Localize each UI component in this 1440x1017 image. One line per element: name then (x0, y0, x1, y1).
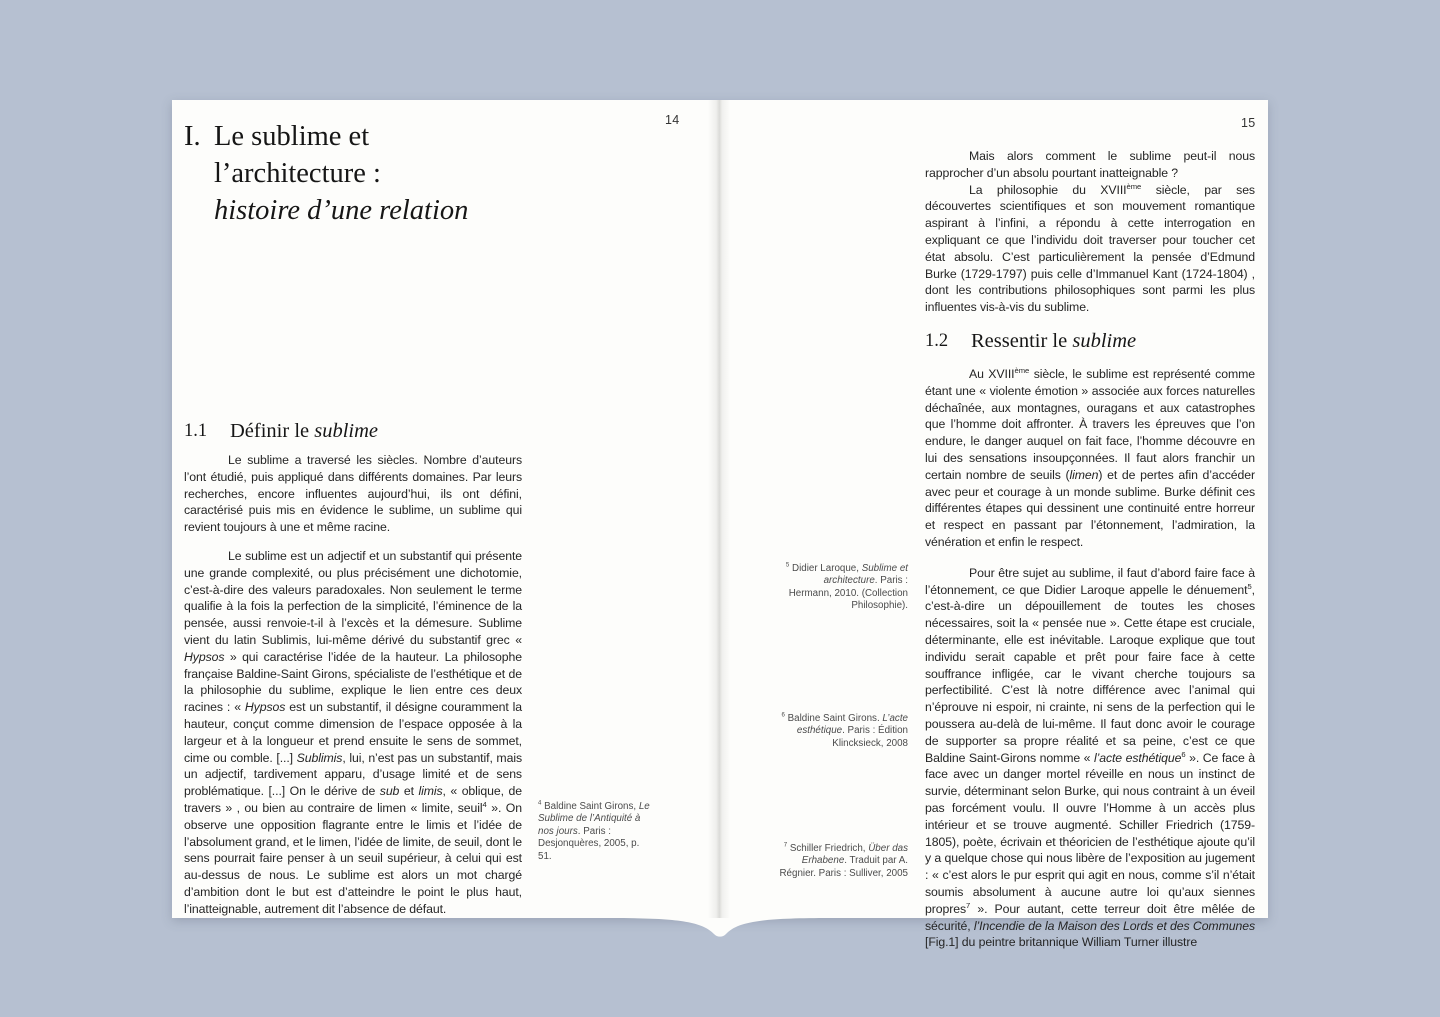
text-run: ) et de pertes afin d’accéder avec peur et courage à un monde sublime. Burke définit ces différentes étapes qui dessinent une continuité entre horreur et respect en passant par l’étonnement, l’admiration, la vénération et enfin le respect. (925, 467, 1255, 549)
text-run: Le sublime a traversé les siècles. Nombre d’auteurs l’ont étudié, puis appliqué dans différents domaines. Par leurs recherches, encore influentes aujourd’hui, ils ont défini, caractérisé puis mis en évidence le sublime, un sublime qui revient toujours à une et même racine. (184, 453, 522, 535)
section-number: 1.1 (184, 421, 208, 441)
chapter-title (184, 118, 534, 229)
text-run: est un substantif, il désigne couramment la hauteur, conçut comme dimension de l’espace opposée à la largeur et à la longueur et prend ensuite le sens de sommet, cime ou comble. [...] (184, 700, 522, 765)
margin-note-5 (778, 563, 908, 613)
text-run: Au XVIII (969, 367, 1015, 381)
body-text-left (184, 452, 522, 918)
body-text-right-top (925, 148, 1255, 316)
italic-run: Hypsos (184, 649, 225, 664)
text-run: , « oblique, de travers » , ou bien au contraire de limen « limite, seuil (184, 784, 522, 815)
italic-run: Le Sublime de l’Antiquité à nos jours (538, 801, 650, 837)
text-run: [Fig.1] du peintre britannique William Turner illustre (925, 935, 1198, 950)
text-run: Schiller Friedrich, (787, 843, 869, 854)
text-run: Pour être sujet au sublime, il faut d’abord faire face à l’étonnement, ce que Didier Laroque appelle le dénuement (925, 565, 1255, 597)
italic-run: Über das Erhabene (801, 843, 908, 867)
italic-run: l’acte esthétique (1093, 750, 1182, 765)
text-run: Le sublime est un adjectif et un substantif qui présente une grande complexité, ou plus précisément une dichotomie, c’est-à-dire des valeurs paradoxales. Non seulement le terme qualifie à la fois la perfection de la simplicité, l’éminence de la pensée, aussi renvoie-t-il à l’excès et la démesure. Sublime vient du latin Sublimis, lui-même dérivé du substantif grec « (184, 548, 522, 647)
text-run: et (399, 784, 419, 799)
margin-note-7 (778, 843, 908, 880)
text-run: » qui caractérise l’idée de la hauteur. La philosophe française Baldine-Saint Girons, spécialiste de l’esthétique et de la philosophie du sublime, explique le lien entre ces deux racines : « (184, 649, 522, 715)
text-run: Ressentir le (971, 330, 1073, 352)
text-run: . Traduit par A. Régnier. Paris : Sulliver, 2005 (779, 855, 908, 879)
italic-run: L’acte esthétique (796, 713, 908, 737)
italic-run: l’Incendie de la Maison des Lords et des Communes (973, 918, 1255, 933)
paragraph (925, 182, 1255, 316)
paragraph (184, 452, 522, 536)
italic-run: Sublime et architecture (823, 563, 908, 587)
section-title (230, 420, 378, 443)
paragraph (925, 148, 1255, 182)
italic-run: Sublimis (296, 750, 343, 765)
text-run: La philosophie du XVIII (969, 182, 1127, 197)
text-run: ». Ce face à face avec un danger mortel réveille en nous un instinct de survie, déterminant selon Burke, qui nous contraint à un éveil pas forcément voulu. Il ouvre l’Homme à un accès plus intérieur et se trouve augmenté. Schiller Friedrich (1759-1805), poète, écrivain et théoricien de l’esthétique ajoute qu’il y a quelque chose qui nous libère de l’exposition au jugement : « c’est alors le pur esprit qui agit en nous, comme s’il n’était soumis absolument à aucune autre loi qu’aux siennes propres (925, 750, 1255, 916)
italic-run: limen (1069, 467, 1099, 482)
book-spread (172, 100, 1268, 950)
paragraph (925, 366, 1255, 551)
italic-run: Hypsos (244, 700, 286, 715)
superscript-ref: 5 (785, 562, 790, 569)
page-bottom-curve (610, 917, 830, 939)
superscript-ref: 4 (538, 800, 542, 807)
italic-run: limis (418, 784, 443, 799)
superscript-ref: 6 (781, 712, 785, 719)
text-run: Mais alors comment le sublime peut-il nous rapprocher d’un absolu pourtant inatteignable ? (925, 149, 1255, 180)
text-run: siècle, le sublime est représenté comme étant une « violente émotion » associée aux forces naturelles déchaînée, aux montagnes, ouragans et aux catastrophes que l’homme doit affronter. À travers les épreuves que l’on endure, le danger auquel on fait face, l’homme découvre en lui des sensations insoupçonnées. Il faut alors franchir un certain nombre de seuils ( (925, 367, 1255, 482)
text-run: Didier Laroque, (789, 563, 862, 574)
superscript-ref: ème (1014, 365, 1030, 375)
superscript-ref: 4 (482, 799, 487, 809)
text-run: , c’est-à-dire un dépouillement de toutes les choses nécessaires, soit la « pensée nue ». Cette étape est cruciale, déterminante, elle est inévitable. Laroque explique que tout individu serait capable et prêt pour faire face à cette souffrance infligée, car le vivant cherche toujours sa perfectibilité. C’est là notre différence avec l’animal qui n’éprouve ni espoir, ni crainte, ni sens de la perfection qui le poussera au-delà de lui-même. Il faut donc avoir le courage de supporter sa propre réalité et sa peine, c’est ce que Baldine Saint-Girons nomme « (925, 582, 1255, 765)
page-number-left: 14 (665, 113, 680, 127)
chapter-number: I. (184, 121, 201, 152)
chapter-title-line: histoire d’une relation (214, 195, 469, 226)
chapter-title-line: l’architecture : (214, 158, 381, 189)
page-number-right: 15 (1241, 116, 1256, 130)
text-run: . Paris : Édition Klincksieck, 2008 (832, 725, 908, 749)
text-run: ». Pour autant, cette terreur doit être mêlée de sécurité, (925, 901, 1255, 933)
section-number: 1.2 (925, 331, 949, 351)
text-run: Baldine Saint Girons. (784, 713, 883, 724)
page-left (172, 100, 720, 918)
superscript-ref: 7 (783, 842, 788, 849)
page-right (720, 100, 1268, 950)
section-heading-1-1 (184, 420, 378, 443)
superscript-ref: 5 (1247, 581, 1252, 591)
margin-note-4 (538, 801, 650, 863)
paragraph (184, 548, 522, 918)
text-run: ». On observe une opposition flagrante entre le limis et l’idée de l’absolument grand, et le limen, l’idée de limite, de seuil, dont le sens pourrait faire penser à un seuil supérieur, à celui qui est au-dessus de nous. Le sublime est alors un mot chargé d’ambition dont le but est d’atteindre le point le plus haut, l’inatteignable, autrement dit l’absence de défaut. (184, 800, 522, 916)
section-title (971, 330, 1136, 353)
margin-note-6 (778, 713, 908, 750)
text-run: Définir le (230, 420, 315, 442)
chapter-title-line: Le sublime et (214, 121, 370, 152)
text-run: siècle, par ses découvertes scientifiques et son mouvement romantique aspirant à l’infini, a répondu à cette interrogation en expliquant ce que l’individu doit traverser pour toucher cet état absolu. C’est particulièrement la pensée d’Edmund Burke (1729-1797) puis celle d’Immanuel Kant (1724-1804) , dont les contributions philosophiques sont parmi les plus influentes vis-à-vis du sublime. (925, 182, 1255, 315)
text-run: . Paris : Desjonquères, 2005, p. 51. (538, 825, 640, 862)
italic-run: sublime (1072, 330, 1137, 352)
paragraph (925, 565, 1255, 951)
superscript-ref: 7 (966, 900, 971, 910)
text-run: Baldine Saint Girons, (541, 801, 639, 812)
text-run: . Paris : Hermann, 2010. (Collection Philosophie). (788, 575, 908, 612)
body-text-right-bottom (925, 366, 1255, 951)
italic-run: sublime (314, 420, 379, 442)
text-run: , lui, n’est pas un substantif, mais un adjectif, tardivement apparu, d’usage limité et de sens problématique. [...] On le dérive de (184, 750, 522, 799)
superscript-ref: ème (1126, 181, 1142, 191)
section-heading-1-2 (925, 330, 1136, 353)
italic-run: sub (379, 784, 400, 799)
superscript-ref: 6 (1181, 749, 1186, 759)
chapter-title-lines (214, 118, 534, 229)
